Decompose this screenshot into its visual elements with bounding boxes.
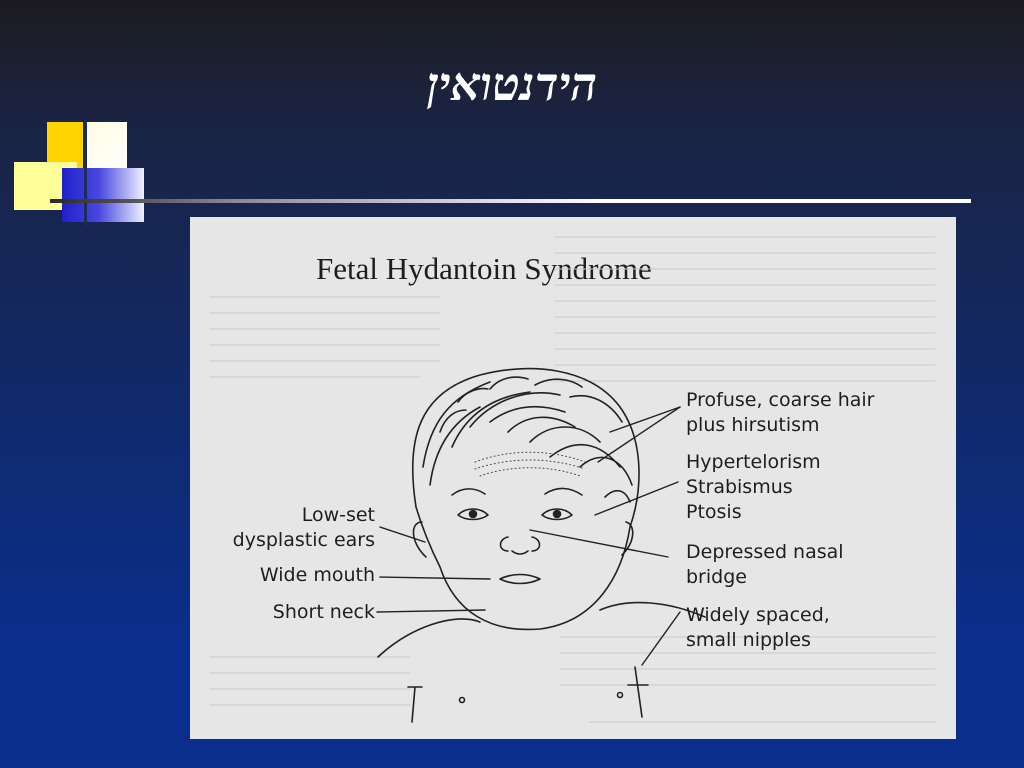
eyes-label-line2: Strabismus (686, 476, 793, 498)
hair-label (686, 388, 874, 438)
left-nipple (460, 698, 465, 703)
mouth-label: Wide mouth (259, 564, 375, 586)
hair-label-line1: Profuse, coarse hair (686, 389, 875, 411)
left-eyebrow (452, 489, 485, 495)
child-face-drawing (190, 217, 956, 739)
figure-title: Fetal Hydantoin Syndrome (316, 251, 652, 286)
right-nipple (618, 693, 623, 698)
left-pupil (470, 511, 477, 518)
mouth (500, 575, 540, 584)
eyes-label (686, 450, 821, 525)
ears-label-line2: dysplastic ears (232, 529, 375, 551)
hair-strands (423, 377, 632, 502)
cream-square (86, 122, 127, 172)
nipples-label-line2: small nipples (686, 629, 811, 651)
right-nipple-mark (628, 667, 648, 717)
hairline-texture (475, 452, 585, 476)
nasal-label-line1: Depressed nasal (686, 541, 844, 563)
eyes-label-line1: Hypertelorism (686, 451, 821, 473)
blue-square (62, 168, 144, 222)
nose (501, 537, 540, 554)
eyes-label-line3: Ptosis (686, 501, 742, 523)
title-underline (50, 199, 971, 203)
vertical-divider (84, 120, 87, 226)
leader-lines (377, 407, 680, 665)
ears-label-line1: Low-set (301, 504, 375, 526)
nasal-label-line2: bridge (686, 566, 747, 588)
neck-label: Short neck (272, 601, 375, 623)
left-nipple-mark (408, 687, 422, 722)
hair-label-line2: plus hirsutism (686, 414, 820, 436)
slide-title: הידנטואין (426, 59, 598, 110)
right-eyebrow (545, 488, 582, 495)
left-shoulder (378, 619, 480, 657)
nasal-label (686, 540, 844, 590)
nipples-label-line1: Widely spaced, (686, 604, 830, 626)
ears-label (210, 503, 375, 553)
right-pupil (554, 511, 561, 518)
figure-panel (190, 217, 956, 739)
nipples-label (686, 603, 830, 653)
